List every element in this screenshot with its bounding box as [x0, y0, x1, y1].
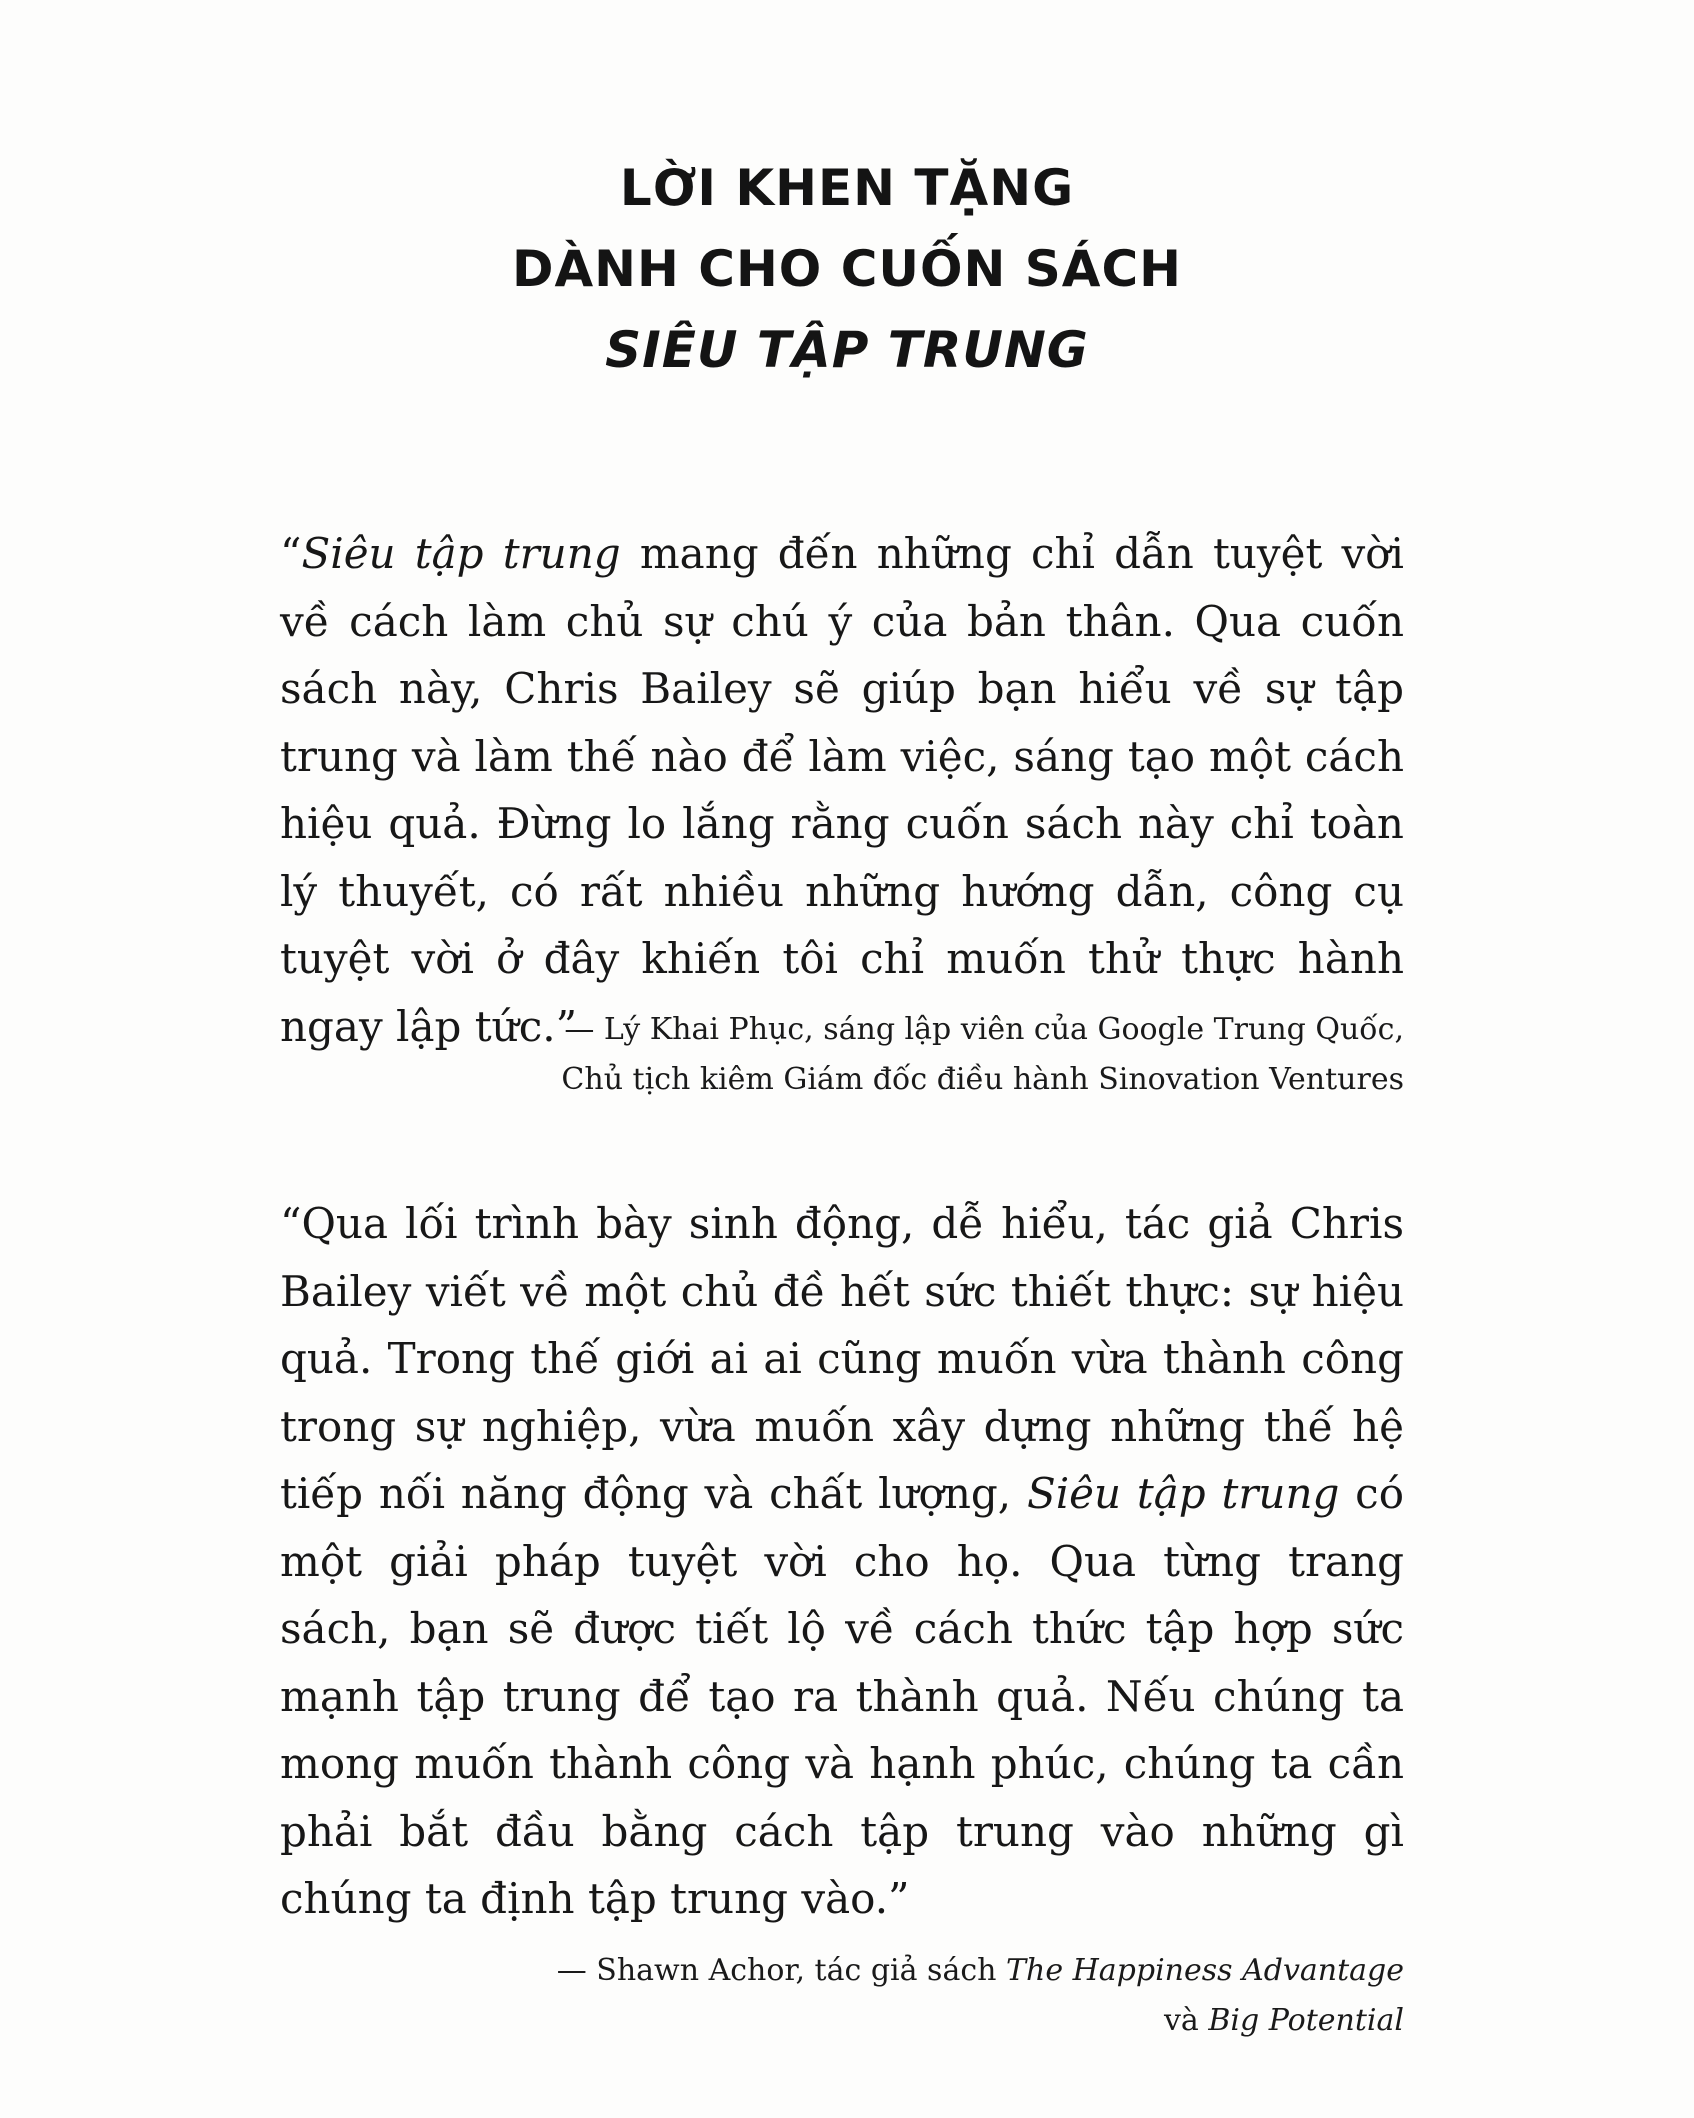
attribution-2-line-2	[404, 1996, 1404, 2046]
quote-1-book-title: Siêu tập trung	[301, 529, 621, 578]
attribution-2-book-2: Big Potential	[1208, 2003, 1404, 2038]
attribution-1-line-1: — Lý Khai Phục, sáng lập viên của Google Trung Quốc,	[564, 1012, 1404, 1047]
attribution-2-line-1	[404, 1946, 1404, 1996]
quote-2-part-2: có một giải pháp tuyệt vời cho họ. Qua từng trang sách, bạn sẽ được tiết lộ về cách thức tập hợp sức mạnh tập trung để tạo ra thành quả. Nếu chúng ta mong muốn thành công và hạnh phúc, chúng ta cần phải bắt đầu bằng cách tập trung vào những gì chúng ta định tập trung vào.”	[280, 1469, 1404, 1923]
heading-book-title: SIÊU TẬP TRUNG	[605, 321, 1089, 379]
page-heading	[0, 148, 1694, 391]
heading-line-1: LỜI KHEN TẶNG	[619, 159, 1075, 217]
testimonial-quote-1	[280, 520, 1404, 1060]
quote-1-body: mang đến những chỉ dẫn tuyệt vời về cách làm chủ sự chú ý của bản thân. Qua cuốn sách này, Chris Bailey sẽ giúp bạn hiểu về sự tập trung và làm thế nào để làm việc, sáng tạo một cách hiệu quả. Đừng lo lắng rằng cuốn sách này chỉ toàn lý thuyết, có rất nhiều những hướng dẫn, công cụ tuyệt vời ở đây khiến tôi chỉ muốn thử thực hành ngay lập tức.”	[280, 529, 1404, 1051]
heading-line-2: DÀNH CHO CUỐN SÁCH	[511, 240, 1183, 298]
quote-1-open-mark: “	[280, 529, 302, 578]
quote-2-book-title: Siêu tập trung	[1026, 1469, 1340, 1518]
testimonial-attribution-1	[404, 1005, 1404, 1105]
testimonial-quote-2	[280, 1190, 1404, 1933]
quote-2-part-1: “Qua lối trình bày sinh động, dễ hiểu, tác giả Chris Bailey viết về một chủ đề hết sức thiết thực: sự hiệu quả. Trong thế giới ai ai cũng muốn vừa thành công trong sự nghiệp, vừa muốn xây dựng những thế hệ tiếp nối năng động và chất lượng,	[280, 1199, 1404, 1518]
attribution-1-line-2: Chủ tịch kiêm Giám đốc điều hành Sinovation Ventures	[561, 1062, 1404, 1097]
attribution-2-book-1: The Happiness Advantage	[1006, 1953, 1404, 1988]
attribution-2-prefix: — Shawn Achor, tác giả sách	[556, 1953, 1006, 1988]
testimonial-attribution-2	[404, 1946, 1404, 2046]
attribution-2-and: và	[1163, 2003, 1209, 2038]
